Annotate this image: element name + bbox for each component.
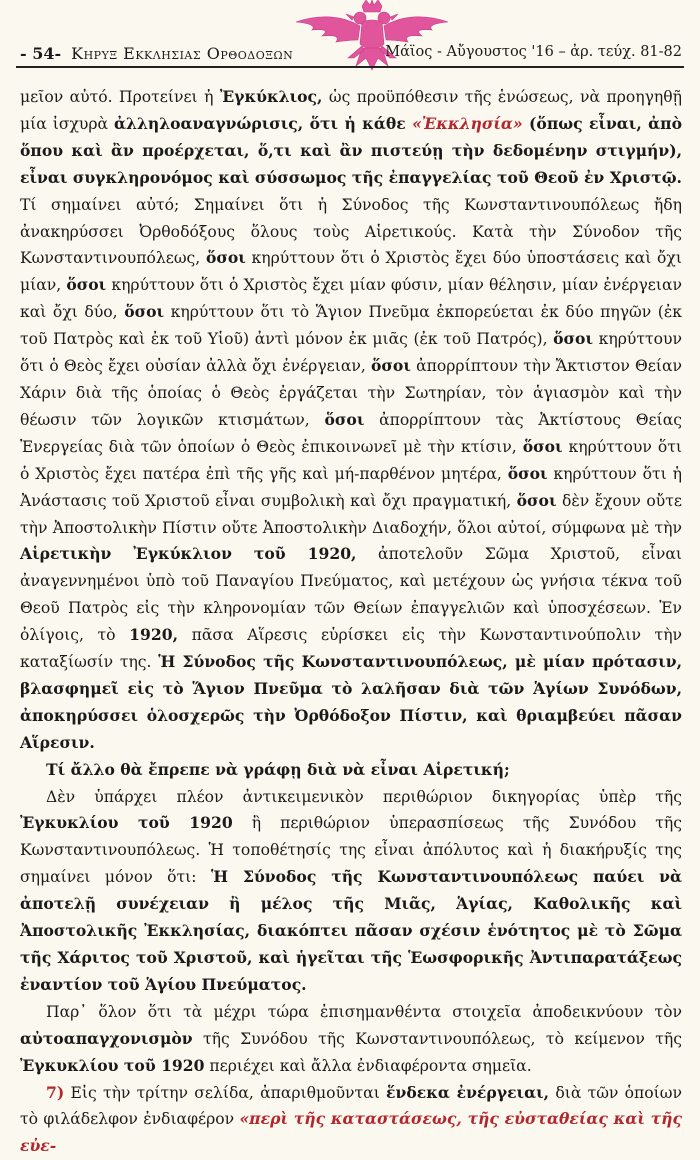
header-left [20,44,293,63]
page [16,0,684,1156]
paragraph-2: Δὲν ὑπάρχει πλέον ἀντικειμενικὸν περιθώριον δικηγορίας ὑπὲρ τῆς Ἐγκυκλίου τοῦ 1920 ἢ περιθώριον ὑπερασπίσεως τῆς Συνόδου τῆς Κωνσταντινουπόλεως. Ἡ τοποθέτησίς της εἶναι ἀπόλυτος καὶ ἡ διακήρυξίς της σημαίνει μόνον ὅτι: Ἡ Σύνοδος τῆς Κωνσταντινουπόλεως παύει νὰ ἀποτελῇ συνέχειαν ἢ μέλος τῆς Μιᾶς, Ἁγίας, Καθολικῆς καὶ Ἀποστολικῆς Ἐκκλησίας, διακόπτει πᾶσαν σχέσιν ἑνότητος μὲ τὸ Σῶμα τῆς Χάριτος τοῦ Χριστοῦ, καὶ ἡγεῖται τῆς Ἑωσφορικῆς Ἀντιπαρατάξεως ἐναντίον τοῦ Ἁγίου Πνεύματος. [20,787,682,994]
question-heading: Τί ἄλλο θὰ ἔπρεπε νὰ γράφῃ διὰ νὰ εἶναι Αἱρετική; [46,759,510,779]
paragraph-4: 7) Εἰς τὴν τρίτην σελίδα, ἀπαριθμοῦνται ἕνδεκα ἐνέργειαι, διὰ τῶν ὁποίων τὸ φιλάδελφον ἐνδιαφέρον «περὶ τῆς καταστάσεως, τῆς εὐσταθείας καὶ τῆς εὐε- [20,1082,682,1156]
quote-fragment: «περὶ τῆς καταστάσεως, τῆς εὐσταθείας καὶ τῆς εὐε- [20,1109,682,1156]
page-number: - 54- [20,44,62,63]
ekklesia-quote: «Ἐκκλησία» [412,113,523,133]
issue-info: Μάϊος - Αὔγουστος '16 – ἀρ. τεύχ. 81-82 [385,44,682,60]
header-rule [16,66,684,68]
journal-title: Κηρυξ Εκκλησιας Ορθοδοξων [71,44,294,63]
item-number: 7) [46,1082,65,1102]
paragraph-1: μεῖον αὐτό. Προτείνει ἡ Ἐγκύκλιος, ὡς προϋπόθεσιν τῆς ἑνώσεως, νὰ προηγηθῇ μία ἰσχυρὰ ἀλληλοαναγνώρισις, ὅτι ἡ κάθε «Ἐκκλησία» (ὅπως εἶναι, ἀπὸ ὅπου καὶ ἂν προέρχεται, ὅ,τι καὶ ἂν πιστεύῃ τὴν δεδομένην στιγμήν), εἶναι συγκληρονόμος καὶ σύσσωμος τῆς ἐπαγγελίας τοῦ Θεοῦ ἐν Χριστῷ. Τί σημαίνει αὐτό; Σημαίνει ὅτι ἡ Σύνοδος τῆς Κωνσταντινουπόλεως ἤδη ἀνακηρύσσει Ὀρθοδόξους ὅλους τοὺς Αἱρετικούς. Κατὰ τὴν Σύνοδον τῆς Κωνσταντινουπόλεως, ὅσοι κηρύττουν ὅτι ὁ Χριστὸς ἔχει δύο ὑποστάσεις καὶ ὄχι μίαν, ὅσοι κηρύττουν ὅτι ὁ Χριστὸς ἔχει μίαν φύσιν, μίαν θέλησιν, μίαν ἐνέργειαν καὶ ὄχι δύο, ὅσοι κηρύττουν ὅτι τὸ Ἅγιον Πνεῦμα ἐκπορεύεται ἐκ δύο πηγῶν (ἐκ τοῦ Πατρὸς καὶ ἐκ τοῦ Υἱοῦ) ἀντὶ μόνον ἐκ μιᾶς (ἐκ τοῦ Πατρός), ὅσοι κηρύττουν ὅτι ὁ Θεὸς ἔχει οὐσίαν ἀλλὰ ὄχι ἐνέργειαν, ὅσοι ἀπορρίπτουν τὴν Ἄκτιστον Θείαν Χάριν διὰ τῆς ὁποίας ὁ Θεὸς ἐργάζεται τὴν Σωτηρίαν, τὸν ἁγιασμὸν καὶ τὴν θέωσιν τῶν λογικῶν κτισμάτων, ὅσοι ἀπορρίπτουν τὰς Ἀκτίστους Θείας Ἐνεργείας διὰ τῶν ὁποίων ὁ Θεὸς ἐπικοινωνεῖ μὲ τὴν κτίσιν, ὅσοι κηρύττουν ὅτι ὁ Χριστὸς ἔχει πατέρα ἐπὶ τῆς γῆς καὶ μή-παρθένον μητέρα, ὅσοι κηρύττουν ὅτι ἡ Ἀνάστασις τοῦ Χριστοῦ εἶναι συμβολικὴ καὶ ὄχι πραγματική, ὅσοι δὲν ἔχουν οὔτε τὴν Ἀποστολικὴν Πίστιν οὔτε Ἀποστολικὴν Διαδοχήν, ὅλοι αὐτοί, σύμφωνα μὲ τὴν Αἱρετικὴν Ἐγκύκλιον τοῦ 1920, ἀποτελοῦν Σῶμα Χριστοῦ, εἶναι ἀναγεννημένοι ὑπὸ τοῦ Παναγίου Πνεύματος, καὶ μετέχουν ὡς γνήσια τέκνα τοῦ Θεοῦ Πατρὸς εἰς τὴν κληρονομίαν τῶν Θείων ἐπαγγελιῶν καὶ ὑποσχέσεων. Ἐν ὀλίγοις, τὸ 1920, πᾶσα Αἵρεσις εὑρίσκει εἰς τὴν Κωνσταντινούπολιν τὴν καταξίωσίν της. Ἡ Σύνοδος τῆς Κωνσταντινουπόλεως, μὲ μίαν πρότασιν, βλασφημεῖ εἰς τὸ Ἅγιον Πνεῦμα τὸ λαλῆσαν διὰ τῶν Ἁγίων Συνόδων, ἀποκηρύσσει ὁλοσχερῶς τὴν Ὀρθόδοξον Πίστιν, καὶ θριαμβεύει πᾶσαν Αἵρεσιν. [20,87,683,752]
article-body [20,84,682,1160]
running-header [16,0,684,62]
paragraph-3: Παρ᾽ ὅλον ὅτι τὰ μέχρι τώρα ἐπισημανθέντα στοιχεῖα ἀποδεικνύουν τὸν αὐτοαπαγχονισμὸν τῆς Συνόδου τῆς Κωνσταντινουπόλεως, τὸ κείμενον τῆς Ἐγκυκλίου τοῦ 1920 περιέχει καὶ ἄλλα ἐνδιαφέροντα σημεῖα. [20,1002,682,1075]
double-headed-eagle-icon [292,0,452,72]
